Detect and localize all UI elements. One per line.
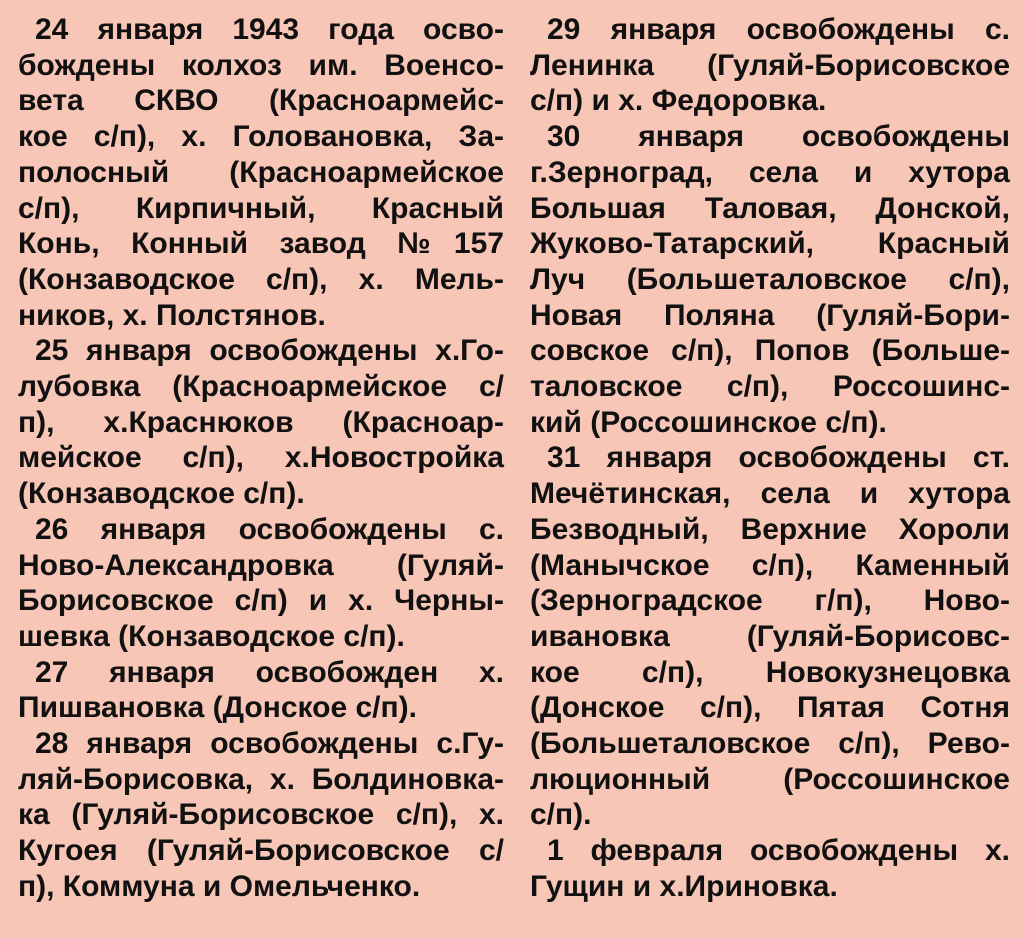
text-line: люционный (Россошинское	[530, 762, 1010, 796]
text-line: совское с/п), Попов (Больше-	[530, 334, 1010, 368]
text-line: п), х.Краснюков (Красноар-	[18, 405, 504, 439]
text-line: 29 января освобождены с.	[547, 13, 1010, 46]
text-line: 31 января освобождены ст.	[547, 441, 1010, 475]
text-line: (Зерноградское г/п), Ново-	[530, 584, 1010, 618]
paragraph	[18, 12, 504, 333]
text-line: ивановка (Гуляй-Борисовс-	[530, 619, 1010, 653]
text-line: ка (Гуляй-Борисовское с/п), х.	[18, 798, 504, 832]
text-line: (Конзаводское с/п), х. Мель-	[18, 262, 504, 296]
text-line: кое с/п), х. Головановка, За-	[18, 120, 504, 154]
text-line: ляй-Борисовка, х. Болдиновка-	[18, 762, 504, 796]
text-line: (Конзаводское с/п).	[18, 477, 305, 511]
text-line: кое с/п), Новокузнецовка	[530, 655, 1010, 689]
paragraph	[18, 512, 504, 655]
text-line: Мечётинская, села и хутора	[530, 477, 1010, 511]
text-line: Луч (Большеталовское с/п),	[530, 262, 1010, 296]
text-line: Конь, Конный завод №157	[18, 227, 504, 261]
text-line: 1 февраля освобождены х.	[547, 834, 1010, 868]
text-line: 24 января 1943 года осво-	[35, 13, 504, 46]
text-line: (Большеталовское с/п), Рево-	[530, 727, 1010, 761]
text-line: Борисовское с/п) и х. Черны-	[18, 584, 504, 618]
paragraph	[18, 333, 504, 512]
text-line: с/п).	[530, 798, 592, 832]
text-line: кий (Россошинское с/п).	[530, 405, 887, 439]
text-line: (Манычское с/п), Каменный	[530, 548, 1010, 582]
text-line: с/п) и х. Федоровка.	[530, 84, 827, 118]
paragraph	[530, 12, 1010, 119]
text-line: Безводный, Верхние Хороли	[530, 512, 1010, 546]
text-line: Пишвановка (Донское с/п).	[18, 691, 417, 725]
text-line: полосный (Красноармейское	[18, 155, 504, 189]
text-line: г.Зерноград, села и хутора	[530, 155, 1010, 189]
text-line: 28 января освобождены с.Гу-	[35, 727, 504, 761]
paragraph	[18, 655, 504, 726]
text-line: Жуково-Татарский, Красный	[530, 227, 1010, 261]
text-line: Большая Таловая, Донской,	[530, 191, 1010, 225]
text-line: мейское с/п), х.Новостройка	[18, 441, 504, 475]
paragraph	[18, 726, 504, 905]
text-line: 27 января освобожден х.	[35, 655, 504, 689]
paragraph	[530, 833, 1010, 904]
paragraph	[530, 119, 1010, 440]
text-line: с/п), Кирпичный, Красный	[18, 191, 504, 225]
text-line: 30 января освобождены	[547, 120, 1010, 154]
paragraph	[530, 440, 1010, 833]
text-line: Новая Поляна (Гуляй-Бори-	[530, 298, 1010, 332]
text-line: таловское с/п), Россошинс-	[530, 370, 1010, 404]
text-line: лубовка (Красноармейское с/	[18, 370, 504, 404]
text-line: Гущин и х.Ириновка.	[530, 869, 838, 903]
text-line: п), Коммуна и Омельченко.	[18, 869, 421, 903]
left-column	[18, 12, 504, 938]
text-line: бождены колхоз им. Военсо-	[18, 48, 504, 82]
text-line: (Донское с/п), Пятая Сотня	[530, 691, 1010, 725]
text-line: 25 января освобождены х.Го-	[35, 334, 504, 368]
text-line: ников, х. Полстянов.	[18, 298, 326, 332]
text-line: шевка (Конзаводское с/п).	[18, 619, 405, 653]
text-line: Кугоея (Гуляй-Борисовское с/	[18, 834, 504, 868]
text-line: Ленинка (Гуляй-Борисовское	[530, 48, 1010, 82]
text-line: вета СКВО (Красноармейс-	[18, 84, 504, 118]
text-line: 26 января освобождены с.	[35, 512, 504, 546]
text-line: Ново-Александровка (Гуляй-	[18, 548, 504, 582]
right-column	[530, 12, 1010, 938]
